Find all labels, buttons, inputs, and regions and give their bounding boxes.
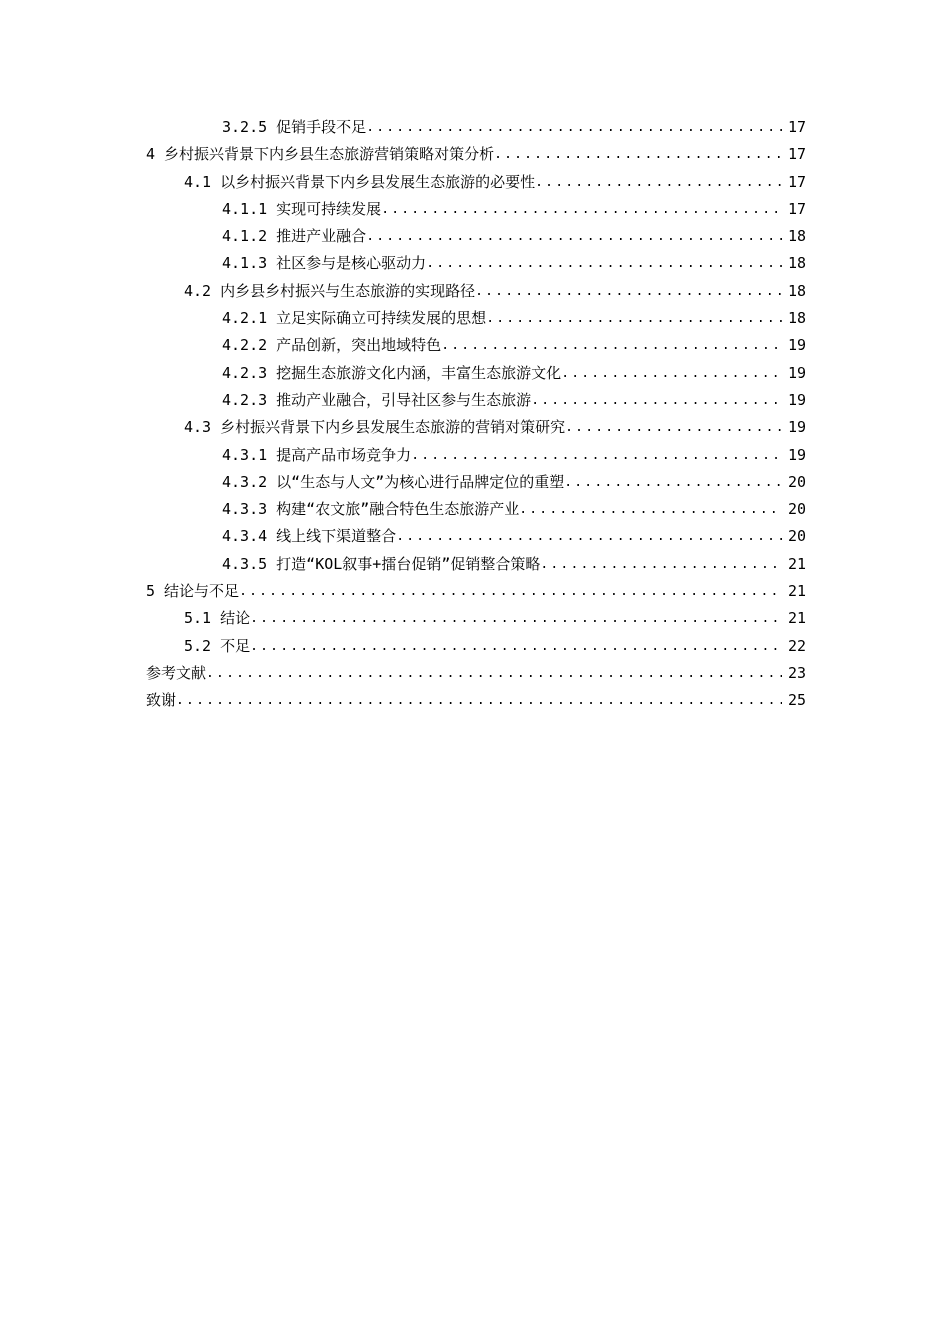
toc-page-number: 21 <box>787 582 806 601</box>
toc-leader-dots <box>494 141 782 168</box>
toc-leader-dots <box>475 278 782 305</box>
toc-page-number: 18 <box>787 227 806 246</box>
toc-entry-title: 4.3.2 以“生态与人文”为核心进行品牌定位的重塑 <box>222 472 565 491</box>
toc-page-number: 18 <box>787 309 806 328</box>
toc-entry[interactable] <box>146 660 806 687</box>
toc-leader-dots <box>381 196 782 223</box>
toc-leader-dots <box>366 223 782 250</box>
toc-entry-title: 4.2.1 立足实际确立可持续发展的思想 <box>222 309 487 328</box>
toc-leader-dots <box>366 114 782 141</box>
toc-page-number: 17 <box>787 118 806 136</box>
toc-entry-title: 3.2.5 促销手段不足 <box>222 118 367 136</box>
toc-page-number: 19 <box>787 418 806 437</box>
toc-entry[interactable] <box>146 278 806 305</box>
toc-entry-title: 参考文献 <box>146 663 207 682</box>
toc-leader-dots <box>250 633 782 660</box>
toc-entry-title: 4.3.1 提高产品市场竞争力 <box>222 445 412 464</box>
toc-entry[interactable] <box>146 578 806 605</box>
toc-entry[interactable] <box>146 332 806 359</box>
toc-page-number: 17 <box>787 172 806 191</box>
toc-page-number: 19 <box>787 336 806 355</box>
toc-entry[interactable] <box>146 414 806 441</box>
toc-entry-title: 4.2 内乡县乡村振兴与生态旅游的实现路径 <box>184 281 476 300</box>
toc-entry[interactable] <box>146 114 806 141</box>
toc-page-number: 19 <box>787 445 806 464</box>
toc-page-number: 17 <box>787 199 806 218</box>
toc-leader-dots <box>441 332 782 359</box>
toc-leader-dots <box>561 360 782 387</box>
toc-page-number: 21 <box>787 609 806 628</box>
toc-leader-dots <box>206 660 782 687</box>
toc-leader-dots <box>531 387 782 414</box>
toc-page-number: 18 <box>787 254 806 273</box>
toc-entry[interactable] <box>146 687 806 714</box>
toc-page-number: 21 <box>787 554 806 573</box>
toc-entry-title: 4.2.3 推动产业融合，引导社区参与生态旅游 <box>222 390 532 409</box>
toc-entry-title: 4 乡村振兴背景下内乡县生态旅游营销策略对策分析 <box>146 145 495 164</box>
toc-entry-title: 致谢 <box>146 691 177 710</box>
toc-page-number: 18 <box>787 281 806 300</box>
toc-entry[interactable] <box>146 360 806 387</box>
toc-leader-dots <box>176 687 782 714</box>
toc-entry-title: 4.1 以乡村振兴背景下内乡县发展生态旅游的必要性 <box>184 172 536 191</box>
toc-entry[interactable] <box>146 523 806 550</box>
toc-entry-title: 4.3.3 构建“农文旅”融合特色生态旅游产业 <box>222 500 520 519</box>
toc-leader-dots <box>540 551 782 578</box>
toc-entry[interactable] <box>146 551 806 578</box>
toc-entry-title: 4.1.1 实现可持续发展 <box>222 199 382 218</box>
toc-entry-title: 4.1.2 推进产业融合 <box>222 227 367 246</box>
toc-leader-dots <box>239 578 782 605</box>
toc-entry[interactable] <box>146 633 806 660</box>
toc-leader-dots <box>396 523 782 550</box>
toc-leader-dots <box>565 414 782 441</box>
toc-page-number: 23 <box>787 663 806 682</box>
toc-page-number: 20 <box>787 527 806 546</box>
toc-leader-dots <box>564 469 782 496</box>
toc-entry[interactable] <box>146 196 806 223</box>
toc-page-number: 17 <box>787 145 806 164</box>
toc-leader-dots <box>250 605 782 632</box>
toc-entry-title: 5.2 不足 <box>184 636 251 655</box>
toc-entry[interactable] <box>146 469 806 496</box>
toc-page-number: 20 <box>787 500 806 519</box>
toc-page-number: 19 <box>787 390 806 409</box>
toc-entry-title: 5.1 结论 <box>184 609 251 628</box>
toc-entry[interactable] <box>146 169 806 196</box>
toc-page-number: 22 <box>787 636 806 655</box>
toc-page-number: 20 <box>787 472 806 491</box>
toc-entry-title: 4.3 乡村振兴背景下内乡县发展生态旅游的营销对策研究 <box>184 418 566 437</box>
toc-leader-dots <box>519 496 782 523</box>
toc-entry-title: 4.2.2 产品创新，突出地域特色 <box>222 336 442 355</box>
toc-entry-title: 4.1.3 社区参与是核心驱动力 <box>222 254 427 273</box>
toc-entry[interactable] <box>146 496 806 523</box>
toc-leader-dots <box>535 169 782 196</box>
toc-entry-title: 5 结论与不足 <box>146 582 240 601</box>
toc-page-number: 25 <box>787 691 806 710</box>
toc-leader-dots <box>411 442 782 469</box>
toc-entry[interactable] <box>146 442 806 469</box>
toc-leader-dots <box>426 250 782 277</box>
toc-entry-title: 4.3.5 打造“KOL叙事+擂台促销”促销整合策略 <box>222 554 541 573</box>
toc-entry[interactable] <box>146 305 806 332</box>
table-of-contents <box>146 114 806 715</box>
toc-leader-dots <box>486 305 782 332</box>
toc-entry[interactable] <box>146 141 806 168</box>
toc-page-number: 19 <box>787 363 806 382</box>
toc-entry[interactable] <box>146 250 806 277</box>
toc-entry-title: 4.3.4 线上线下渠道整合 <box>222 527 397 546</box>
toc-entry[interactable] <box>146 605 806 632</box>
toc-entry[interactable] <box>146 387 806 414</box>
toc-entry-title: 4.2.3 挖掘生态旅游文化内涵，丰富生态旅游文化 <box>222 363 562 382</box>
toc-entry[interactable] <box>146 223 806 250</box>
